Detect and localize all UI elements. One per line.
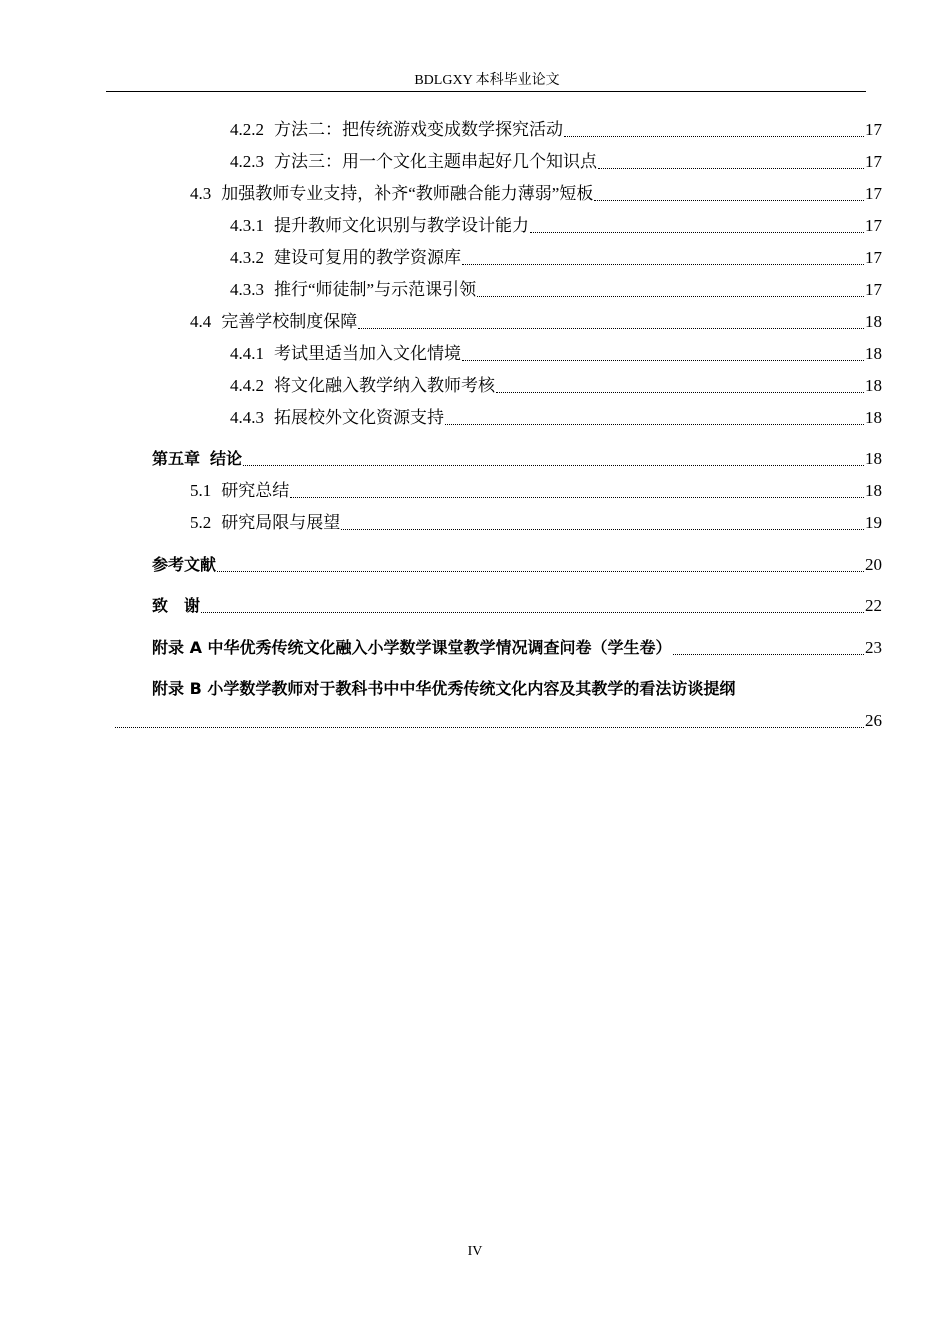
page-number: IV (467, 1244, 483, 1259)
toc-entry-number: 5.1 (190, 481, 212, 500)
toc-chapter-entry[interactable] (152, 448, 882, 470)
toc-entry[interactable] (230, 343, 882, 365)
toc-entry-page: 17 (865, 152, 882, 171)
toc-entry-title[interactable]: 附录 B 小学数学教师对于教科书中中华优秀传统文化内容及其教学的看法访谈提纲 (152, 679, 736, 698)
toc-leader-dots (673, 653, 864, 655)
toc-entry-title: 将文化融入教学纳入教师考核 (274, 376, 495, 395)
toc-entry[interactable] (190, 311, 882, 333)
toc-entry-number: 第五章 (152, 449, 201, 468)
toc-entry-page: 17 (865, 280, 882, 299)
toc-entry[interactable] (190, 512, 882, 534)
toc-entry[interactable] (190, 480, 882, 502)
toc-entry-title: 推行“师徒制”与示范课引领 (274, 280, 477, 299)
toc-entry-number: 4.3.1 (230, 216, 264, 235)
toc-entry-title: 研究局限与展望 (221, 513, 341, 532)
toc-leader-dots (594, 199, 864, 201)
toc-leader-dots (477, 295, 864, 297)
toc-leader-dots (341, 528, 864, 530)
toc-entry-title: 研究总结 (221, 481, 290, 500)
toc-leader-dots (115, 726, 864, 728)
toc-leader-dots (201, 611, 864, 613)
toc-entry-page: 18 (865, 376, 882, 395)
toc-leader-dots (462, 263, 864, 265)
toc-entry[interactable] (230, 407, 882, 429)
toc-entry-title: 提升教师文化识别与教学设计能力 (274, 216, 529, 235)
toc-leader-dots (564, 135, 864, 137)
toc-entry-title: 结论 (210, 449, 243, 468)
toc-entry-number: 4.3 (190, 184, 212, 203)
toc-entry-title: 拓展校外文化资源支持 (274, 408, 444, 427)
toc-chapter-entry[interactable] (152, 554, 882, 576)
toc-entry[interactable] (230, 247, 882, 269)
toc-leader-dots (530, 231, 864, 233)
toc-entry-continuation[interactable] (114, 710, 882, 732)
toc-entry-title: 完善学校制度保障 (221, 312, 358, 331)
toc-entry-number: 4.2.3 (230, 152, 264, 171)
toc-entry-title: 致 谢 (152, 596, 201, 615)
toc-entry-title: 方法三：用一个文化主题串起好几个知识点 (274, 152, 597, 171)
toc-entry-page: 18 (865, 481, 882, 500)
toc-entry-title: 方法二：把传统游戏变成数学探究活动 (274, 120, 563, 139)
toc-entry-page: 26 (865, 711, 882, 730)
toc-chapter-entry[interactable] (152, 637, 882, 659)
toc-leader-dots (445, 423, 864, 425)
toc-entry-number: 4.4.1 (230, 344, 264, 363)
toc-entry-number: 4.3.3 (230, 280, 264, 299)
toc-entry-page: 17 (865, 248, 882, 267)
toc-entry-page: 18 (865, 344, 882, 363)
toc-leader-dots (358, 327, 864, 329)
toc-entry-number: 4.3.2 (230, 248, 264, 267)
toc-entry-page: 18 (865, 449, 882, 468)
toc-leader-dots (462, 359, 864, 361)
toc-entry-number: 4.4.2 (230, 376, 264, 395)
toc-entry-title: 建设可复用的教学资源库 (274, 248, 461, 267)
toc-leader-dots (598, 167, 864, 169)
toc-entry-number: 4.2.2 (230, 120, 264, 139)
toc-entry[interactable] (230, 279, 882, 301)
toc-entry-page: 17 (865, 184, 882, 203)
toc-entry-page: 22 (865, 596, 882, 615)
toc-entry-page: 18 (865, 312, 882, 331)
toc-entry-page: 18 (865, 408, 882, 427)
toc-entry-title: 考试里适当加入文化情境 (274, 344, 461, 363)
toc-entry-title: 参考文献 (152, 555, 217, 574)
toc-entry-number: 4.4 (190, 312, 212, 331)
toc-entry-page: 23 (865, 638, 882, 657)
toc-leader-dots (496, 391, 864, 393)
toc-entry-page: 17 (865, 216, 882, 235)
toc-entry-number: 4.4.3 (230, 408, 264, 427)
toc-entry[interactable] (230, 119, 882, 141)
toc-entry-page: 17 (865, 120, 882, 139)
page-header: BDLGXY 本科毕业论文 (414, 73, 560, 88)
toc-entry-number: 5.2 (190, 513, 212, 532)
toc-entry-title: 加强教师专业支持，补齐“教师融合能力薄弱”短板 (221, 184, 594, 203)
toc-entry[interactable] (230, 151, 882, 173)
toc-leader-dots (290, 496, 864, 498)
toc-chapter-entry[interactable] (152, 595, 882, 617)
toc-entry[interactable] (230, 215, 882, 237)
toc-entry[interactable] (230, 375, 882, 397)
toc-entry[interactable] (190, 183, 882, 205)
toc-leader-dots (217, 570, 864, 572)
toc-leader-dots (243, 464, 864, 466)
toc-entry-title: 附录 A 中华优秀传统文化融入小学数学课堂教学情况调查问卷（学生卷） (152, 638, 672, 657)
toc-entry-page: 20 (865, 555, 882, 574)
toc-entry-page: 19 (865, 513, 882, 532)
